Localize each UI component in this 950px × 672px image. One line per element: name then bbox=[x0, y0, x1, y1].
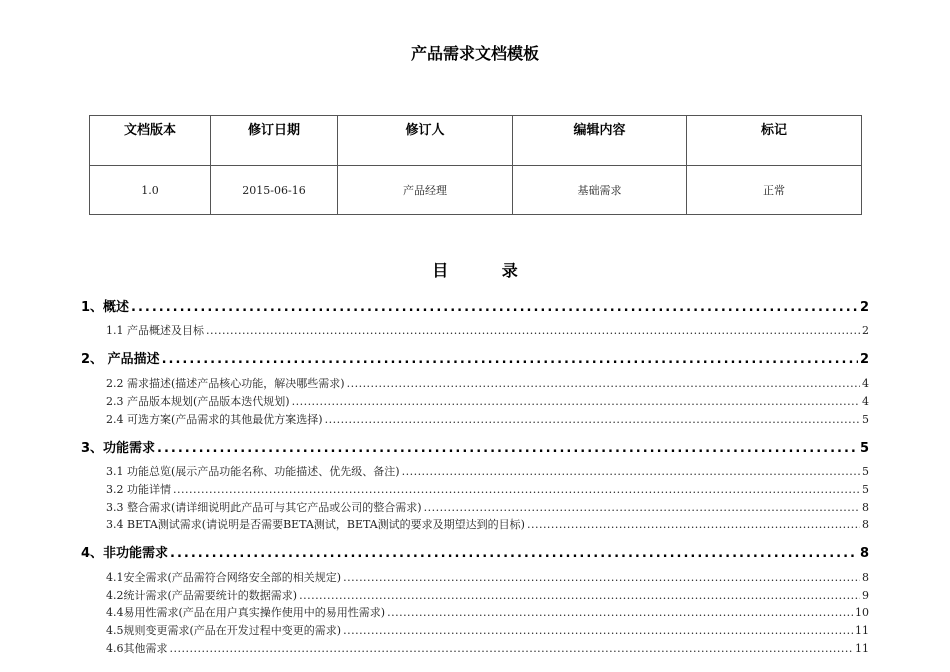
toc-leader-dots bbox=[292, 395, 860, 408]
toc-entry-page: 5 bbox=[859, 441, 869, 455]
toc-entry-page: 8 bbox=[862, 501, 869, 514]
toc-leader-dots bbox=[157, 441, 858, 455]
toc-entry[interactable] bbox=[106, 481, 869, 496]
toc-leader-dots bbox=[170, 642, 854, 655]
toc-leader-dots bbox=[299, 589, 860, 602]
toc-entry-page: 2 bbox=[859, 352, 869, 366]
toc-leader-dots bbox=[424, 501, 860, 514]
table-row bbox=[90, 166, 862, 215]
toc-entry-text: 4.5规则变更需求(产品在开发过程中变更的需求) bbox=[106, 624, 342, 637]
toc-entry-page: 5 bbox=[862, 413, 869, 426]
header-mark: 标记 bbox=[687, 116, 862, 166]
toc-entry-page: 2 bbox=[862, 324, 869, 337]
toc-entry-text: 2.4 可选方案(产品需求的其他最优方案选择) bbox=[106, 413, 323, 426]
header-doc-version: 文档版本 bbox=[90, 116, 211, 166]
header-edit-content: 编辑内容 bbox=[513, 116, 687, 166]
toc-leader-dots bbox=[170, 546, 858, 560]
toc-entry-page: 8 bbox=[859, 546, 869, 560]
toc-entry[interactable] bbox=[106, 640, 869, 655]
toc-entry-page: 8 bbox=[862, 518, 869, 531]
cell-edit-content: 基础需求 bbox=[513, 166, 687, 215]
header-reviser: 修订人 bbox=[338, 116, 513, 166]
toc-leader-dots bbox=[347, 377, 860, 390]
toc-entry-page: 4 bbox=[862, 377, 869, 390]
version-table bbox=[89, 115, 862, 215]
toc-entry[interactable] bbox=[81, 348, 869, 366]
toc-leader-dots bbox=[173, 483, 860, 496]
cell-mark: 正常 bbox=[687, 166, 862, 215]
toc-entry-page: 8 bbox=[862, 571, 869, 584]
toc-entry[interactable] bbox=[106, 499, 869, 514]
toc-leader-dots bbox=[343, 571, 860, 584]
toc-leader-dots bbox=[402, 465, 860, 478]
toc-leader-dots bbox=[387, 606, 853, 619]
toc-heading: 目 录 bbox=[432, 261, 518, 280]
toc-entry-text: 1、概述 bbox=[81, 300, 130, 314]
toc-leader-dots bbox=[131, 300, 858, 314]
toc-entry[interactable] bbox=[106, 463, 869, 478]
cell-doc-version: 1.0 bbox=[90, 166, 211, 215]
toc-entry-text: 3.3 整合需求(请详细说明此产品可与其它产品或公司的整合需求) bbox=[106, 501, 422, 514]
toc-entry[interactable] bbox=[106, 322, 869, 337]
toc-entry-text: 3、功能需求 bbox=[81, 441, 156, 455]
toc-leader-dots bbox=[206, 324, 860, 337]
toc-entry-text: 3.4 BETA测试需求(请说明是否需要BETA测试，BETA测试的要求及期望达到的目标) bbox=[106, 518, 525, 531]
toc-entry[interactable] bbox=[106, 516, 869, 531]
version-table-header bbox=[90, 116, 862, 166]
toc-entry[interactable] bbox=[81, 542, 869, 560]
toc-entry[interactable] bbox=[106, 375, 869, 390]
toc-entry[interactable] bbox=[81, 437, 869, 455]
toc-leader-dots bbox=[162, 352, 858, 366]
toc-entry-text: 3.2 功能详情 bbox=[106, 483, 171, 496]
toc-entry-text: 2.2 需求描述(描述产品核心功能，解决哪些需求) bbox=[106, 377, 345, 390]
toc-entry-page: 11 bbox=[855, 624, 869, 637]
document-title: 产品需求文档模板 bbox=[410, 44, 539, 63]
cell-revision-date: 2015-06-16 bbox=[211, 166, 338, 215]
header-revision-date: 修订日期 bbox=[211, 116, 338, 166]
toc-entry-text: 4.6其他需求 bbox=[106, 642, 168, 655]
cell-reviser: 产品经理 bbox=[338, 166, 513, 215]
toc-entry-page: 2 bbox=[859, 300, 869, 314]
toc-entry-page: 4 bbox=[862, 395, 869, 408]
toc-entry-text: 4.4易用性需求(产品在用户真实操作使用中的易用性需求) bbox=[106, 606, 386, 619]
toc-entry[interactable] bbox=[106, 393, 869, 408]
toc-entry-page: 9 bbox=[862, 589, 869, 602]
toc-entry-page: 5 bbox=[862, 483, 869, 496]
toc-entry-text: 1.1 产品概述及目标 bbox=[106, 324, 204, 337]
toc-entry[interactable] bbox=[106, 622, 869, 637]
toc-entry-text: 2、 产品描述 bbox=[81, 352, 160, 366]
toc-entry[interactable] bbox=[106, 604, 869, 619]
toc-entry-text: 3.1 功能总览(展示产品功能名称、功能描述、优先级、备注) bbox=[106, 465, 400, 478]
toc-entry-text: 4.2统计需求(产品需要统计的数据需求) bbox=[106, 589, 298, 602]
toc-entry-page: 5 bbox=[862, 465, 869, 478]
toc-entry-text: 4.1安全需求(产品需符合网络安全部的相关规定) bbox=[106, 571, 342, 584]
toc-leader-dots bbox=[325, 413, 860, 426]
toc-entry[interactable] bbox=[106, 411, 869, 426]
toc-entry-page: 11 bbox=[855, 642, 869, 655]
toc-entry-page: 10 bbox=[855, 606, 869, 619]
toc-entry[interactable] bbox=[81, 296, 869, 314]
toc-entry-text: 2.3 产品版本规划(产品版本迭代规划) bbox=[106, 395, 290, 408]
toc-entry[interactable] bbox=[106, 587, 869, 602]
toc-leader-dots bbox=[343, 624, 853, 637]
toc-entry[interactable] bbox=[106, 569, 869, 584]
toc-entry-text: 4、非功能需求 bbox=[81, 546, 169, 560]
toc-leader-dots bbox=[527, 518, 860, 531]
